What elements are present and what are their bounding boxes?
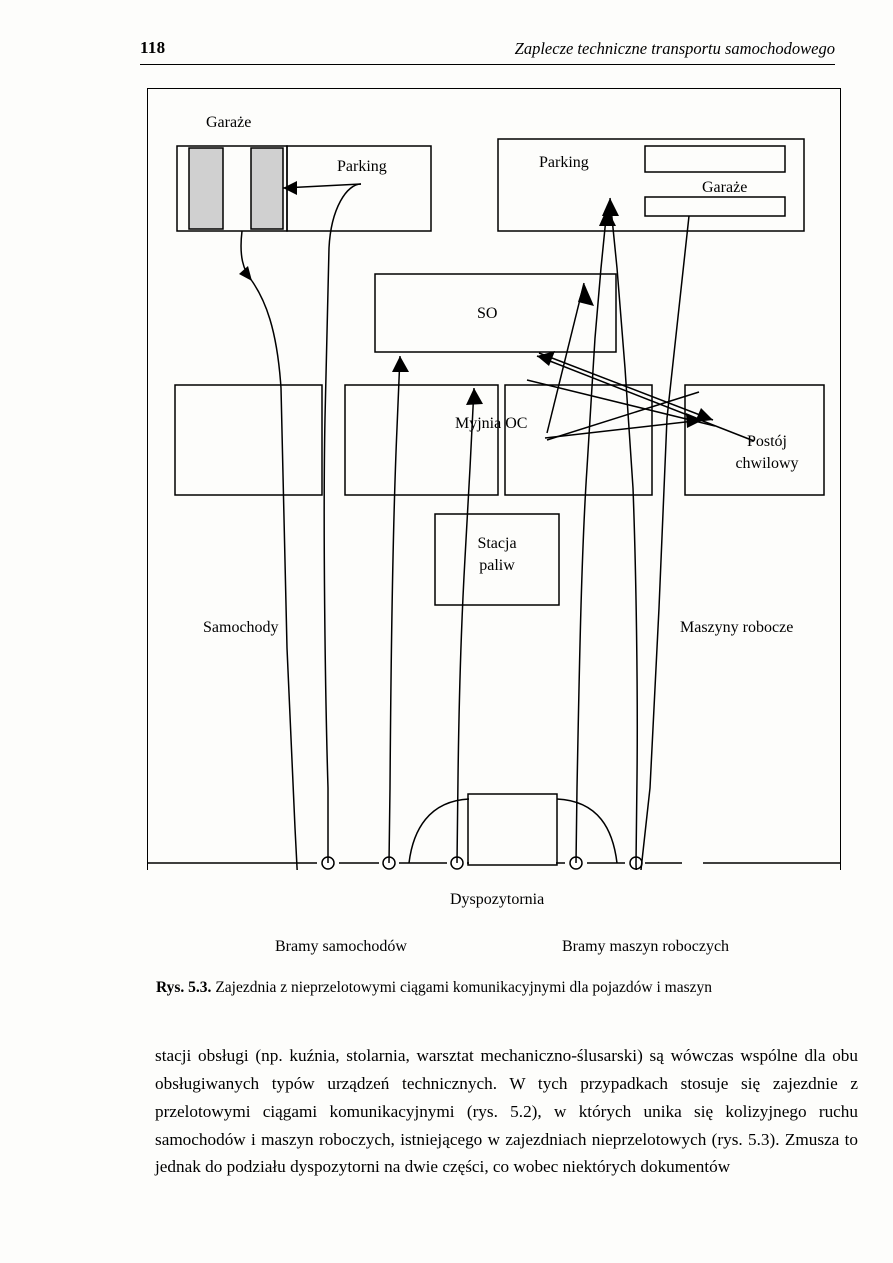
route-right-long-down (639, 216, 689, 870)
figure-5-3 (147, 88, 841, 955)
route-gate3-up (457, 388, 474, 863)
arrow-so-to-parking (578, 283, 594, 306)
road-curve-left-in (409, 799, 469, 863)
route-left-up (324, 248, 329, 863)
dyspozytornia-building (468, 794, 557, 865)
label-garages-right: Garaże (702, 179, 748, 196)
label-postoj-line2: chwilowy (735, 455, 799, 472)
garage-right-bay-2 (645, 197, 785, 216)
caption-number: Rys. 5.3. (156, 979, 212, 996)
body-paragraph: stacji obsługi (np. kuźnia, stolarnia, warsztat mechaniczno-ślusarski) są wówczas wspólne dla obu obsługiwanych typów urządzeń technicznych. W tych przypadkach stosuje się zajezdnie z przelotowymi ciągami komunikacyjnymi (rys. 5.2), w których unika się kolizyjnego ruchu samochodów i maszyn roboczych, istniejącego w zajezdniach nieprzelotowych (rys. 5.3). Zmusza to jednak do podziału dyspozytorni na dwie części, co wobec niektórych dokumentów (155, 1046, 858, 1177)
figure-diagram (147, 88, 841, 870)
route-cross-right-1 (539, 353, 713, 420)
label-bramy-samochodow: Bramy samochodów (275, 938, 407, 955)
route-postoj-to-so (537, 356, 754, 441)
label-myjnia: Myjnia OC (455, 415, 528, 432)
route-to-postoj-a (545, 420, 703, 438)
running-head (140, 38, 835, 64)
parking-right-block (498, 139, 804, 231)
label-so: SO (477, 305, 498, 322)
label-bramy-maszyn: Bramy maszyn roboczych (562, 938, 730, 955)
label-stacja-line2: paliw (479, 557, 515, 574)
label-dyspozytornia: Dyspozytornia (450, 891, 545, 908)
arrow-gate3-up (466, 388, 483, 405)
garage-bay-1 (189, 148, 223, 229)
route-left-exit (252, 281, 299, 870)
garage-right-bay-1 (645, 146, 785, 172)
label-parking-left: Parking (337, 158, 387, 175)
running-head-rule (140, 64, 835, 65)
running-head-title: Zaplecze techniczne transportu samochodowego (514, 39, 835, 58)
figure-caption (156, 978, 856, 998)
label-garages-left: Garaże (206, 114, 252, 131)
caption-text: Zajezdnia z nieprzelotowymi ciągami komunikacyjnymi dla pojazdów i maszyn (211, 979, 713, 996)
page-number: 118 (140, 38, 166, 57)
arrow-garage-down (239, 266, 252, 281)
label-postoj-line1: Postój (746, 433, 787, 450)
route-right-up-2 (610, 198, 637, 863)
arrow-to-so-left (392, 356, 409, 372)
empty-building-left (175, 385, 322, 495)
route-left-to-garage (329, 184, 361, 248)
route-right-up (576, 208, 607, 863)
label-maszyny: Maszyny robocze (680, 619, 794, 636)
label-samochody: Samochody (203, 619, 279, 636)
road-curve-right-in (557, 799, 617, 863)
arrow-into-garage (283, 181, 297, 195)
label-stacja-line1: Stacja (477, 535, 517, 552)
arrow-right-up-2 (602, 198, 619, 216)
label-parking-right: Parking (539, 154, 589, 171)
route-gate2-to-so (389, 356, 400, 863)
garage-bay-2 (251, 148, 283, 229)
body-text (155, 1042, 858, 1181)
